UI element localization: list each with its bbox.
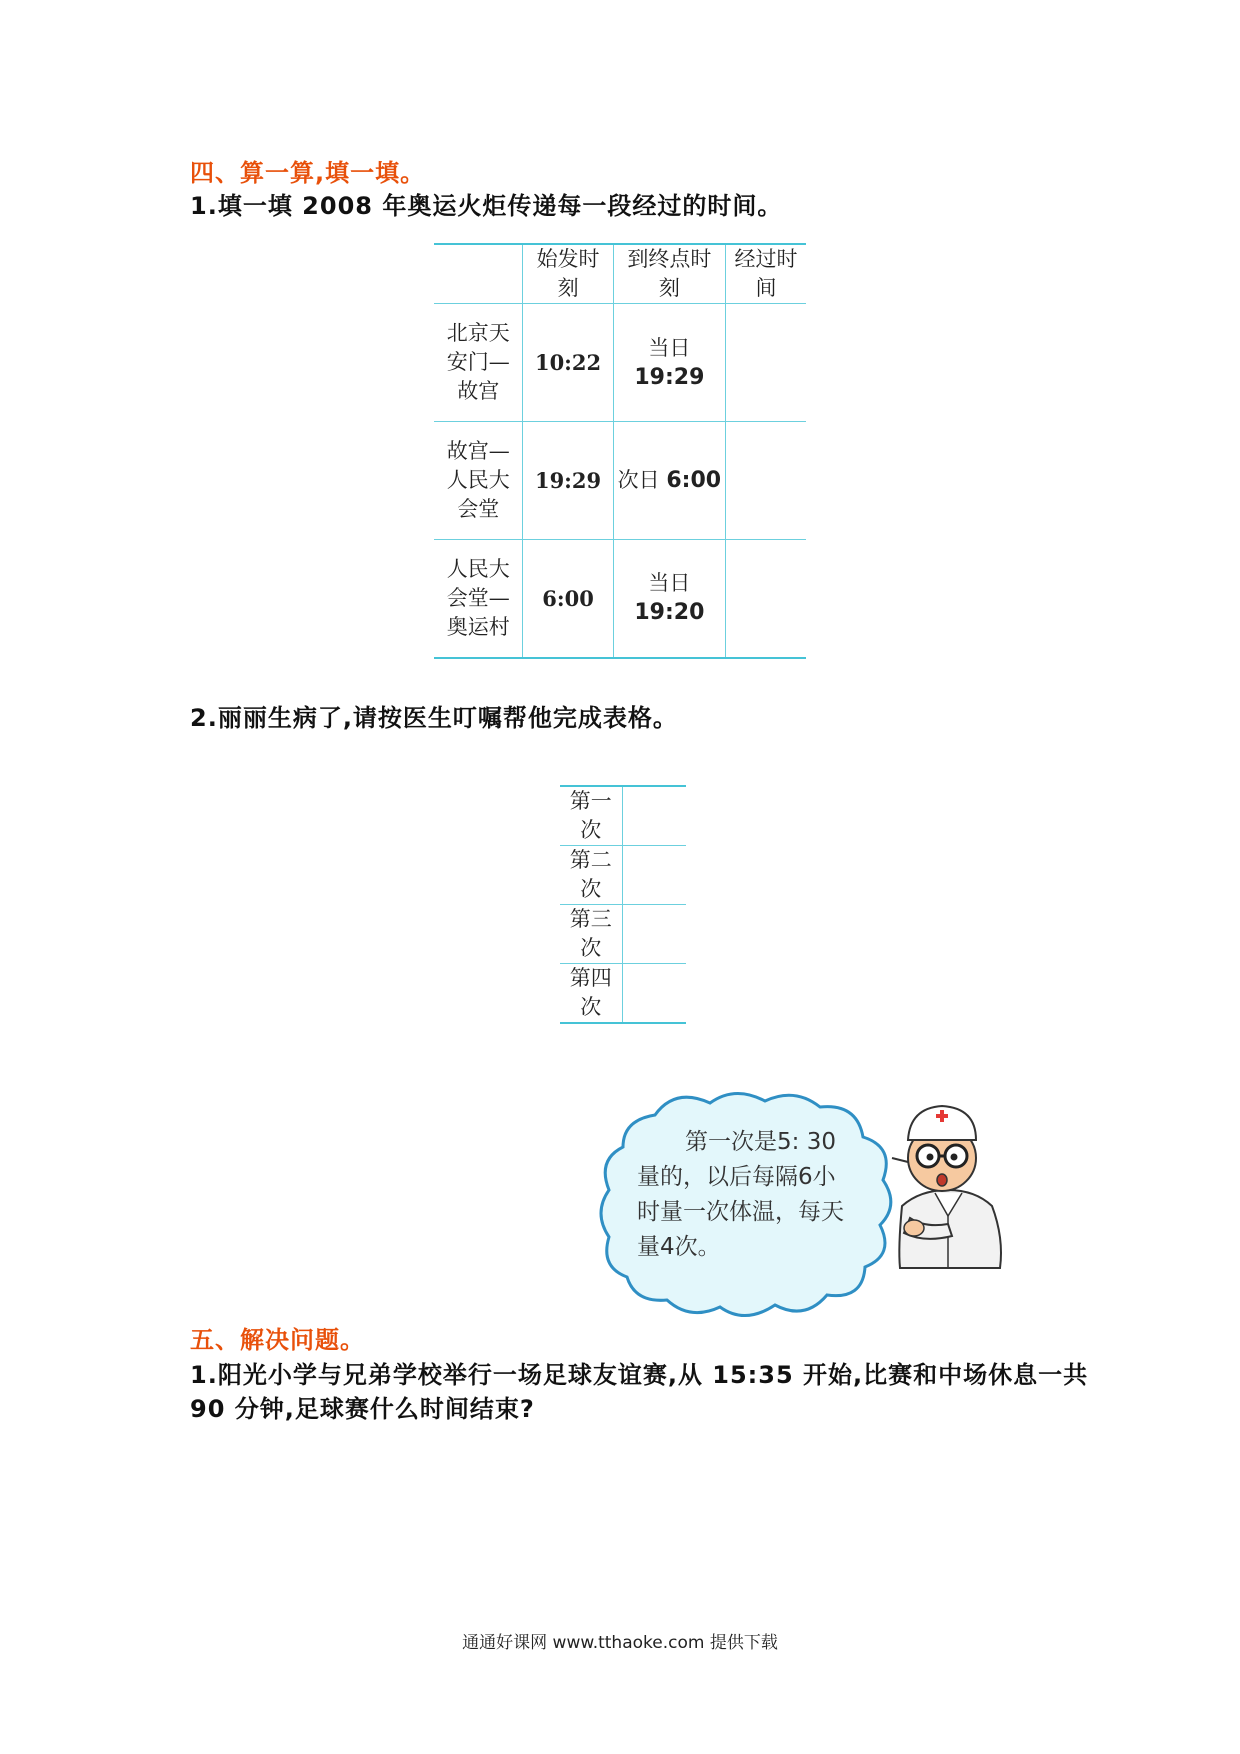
table-row [560, 964, 686, 1024]
measure-label: 第二次 [560, 846, 622, 905]
temperature-table [560, 785, 686, 1024]
elapsed-cell[interactable] [726, 304, 806, 422]
table-row [560, 846, 686, 905]
section-5-title: 五、解决问题。 [190, 1326, 365, 1354]
speech-line: 量4次。 [637, 1234, 721, 1260]
start-time-cell: 19:29 [523, 422, 613, 540]
measure-time-cell[interactable] [622, 846, 686, 905]
speech-line: 时量一次体温，每天 [637, 1199, 844, 1225]
table-row [434, 304, 806, 422]
speech-text [637, 1125, 872, 1265]
question-4-2: 2.丽丽生病了,请按医生叮嘱帮他完成表格。 [190, 704, 678, 732]
speech-line: 量的，以后每隔6小 [637, 1164, 836, 1190]
table-header-end: 到终点时刻 [613, 244, 725, 304]
route-cell: 北京天安门—故宫 [434, 304, 523, 422]
start-time-cell: 10:22 [523, 304, 613, 422]
doctor-icon [880, 1098, 1015, 1273]
route-cell: 人民大会堂—奥运村 [434, 540, 523, 658]
measure-label: 第三次 [560, 905, 622, 964]
measure-label: 第一次 [560, 786, 622, 846]
end-time-value: 6:00 [666, 468, 722, 493]
measure-label: 第四次 [560, 964, 622, 1024]
end-time-value: 19:29 [634, 364, 705, 390]
torch-relay-table [434, 243, 806, 659]
end-time-cell [613, 540, 725, 658]
start-time-cell: 6:00 [523, 540, 613, 658]
table-row [560, 905, 686, 964]
page-footer: 通通好课网 www.tthaoke.com 提供下载 [462, 1633, 778, 1653]
table-header-start: 始发时刻 [523, 244, 613, 304]
route-cell: 故宫—人民大会堂 [434, 422, 523, 540]
table-header-elapsed: 经过时间 [726, 244, 806, 304]
question-5-1-line1: 1.阳光小学与兄弟学校举行一场足球友谊赛,从 15:35 开始,比赛和中场休息一共 [190, 1361, 1089, 1389]
elapsed-cell[interactable] [726, 422, 806, 540]
end-day-label: 当日 [648, 335, 691, 360]
table-row [560, 786, 686, 846]
measure-time-cell[interactable] [622, 905, 686, 964]
question-5-1-line2: 90 分钟,足球赛什么时间结束? [190, 1395, 535, 1423]
end-time-value: 19:20 [634, 600, 705, 626]
measure-time-cell[interactable] [622, 786, 686, 846]
end-day-label: 当日 [648, 571, 691, 596]
measure-time-cell[interactable] [622, 964, 686, 1024]
end-day-label: 次日 [617, 468, 660, 492]
speech-line: 第一次是5: 30 [685, 1129, 836, 1155]
question-4-1: 1.填一填 2008 年奥运火炬传递每一段经过的时间。 [190, 192, 783, 220]
section-4-title: 四、算一算,填一填。 [190, 159, 426, 187]
table-row [434, 540, 806, 658]
elapsed-cell[interactable] [726, 540, 806, 658]
table-header-blank [434, 244, 523, 304]
end-time-cell [613, 422, 725, 540]
table-row [434, 422, 806, 540]
end-time-cell [613, 304, 725, 422]
